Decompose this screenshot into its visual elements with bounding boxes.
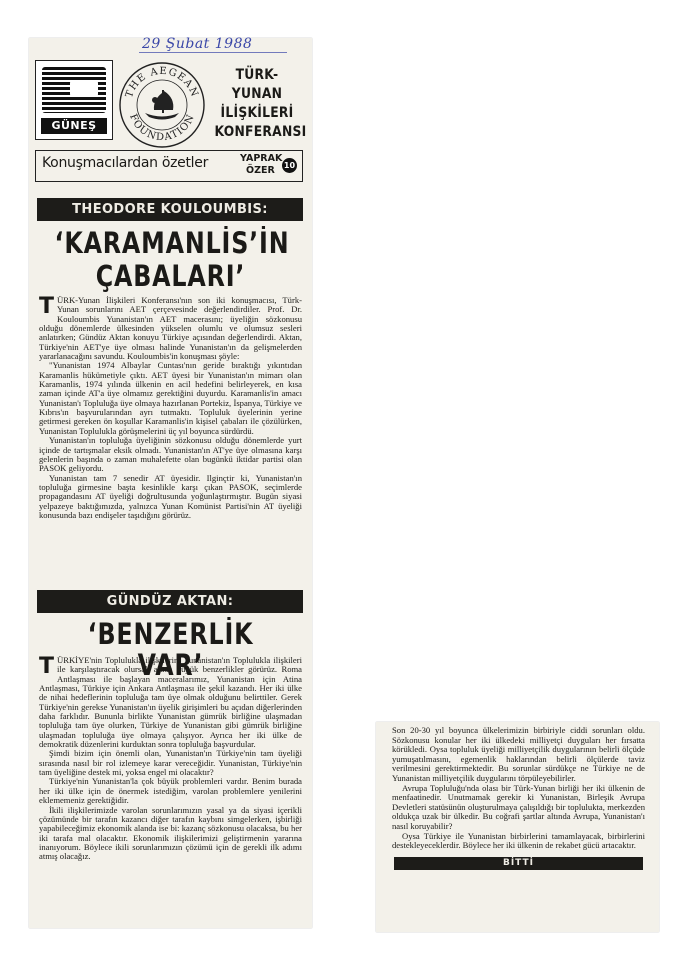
conference-title-line3: KONFERANSI (214, 124, 307, 140)
headline-benzerlik: ‘BENZERLİK VAR’ (87, 617, 254, 682)
speaker-banner-aktan: GÜNDÜZ AKTAN: (37, 590, 303, 613)
conference-title-line1: TÜRK-YUNAN (231, 67, 283, 102)
paragraph: Oysa Türkiye ile Yunanistan birbirlerini tamamlayacak, birbirlerini destekleyeceklerdir. Böylece her iki ülkenin de rekabet gücü artacaktır. (392, 830, 645, 851)
aegean-foundation-seal (117, 60, 207, 150)
headline-karamanlis-line1: ‘KARAMANLİS’İN (54, 226, 290, 260)
paragraph: Son 20-30 yıl boyunca ülkelerimizin birbiriyle ciddi sorunları oldu. Sözkonusu konular her iki ülkedeki milliyetçi duyguları her fırsatta körükledi. Oysa topluluk üyeliği milliyetçilik duygularının belirli ölçüde yumuşatılmasını, egemenlik haklarından belirli ölçülerde taviz verilmesini gerektirmektedir. Bu sorunlar sürdükçe ne Türkiye ne de Yunanistan milliyetçilik duygularını törpüleyebilirler. (392, 725, 645, 783)
speaker-banner-kouloumbis: THEODORE KOULOUMBIS: (37, 198, 303, 221)
conference-title-line2: İLİŞKİLERİ (220, 105, 294, 121)
paragraph (39, 296, 302, 361)
author-first-name: YAPRAK (240, 153, 283, 164)
handwritten-date: 29 Şubat 1988 (142, 36, 253, 52)
series-label: Konuşmacılardan özetler (42, 155, 209, 171)
end-marker: BİTTİ (394, 857, 643, 870)
paragraph: Avrupa Topluluğu'nda olası bir Türk-Yunan birliği her iki ülkenin de menfaatinedir. Unutmamak gerekir ki Yunanistan, Birleşik Avrupa Devletleri statüsünün oluşturulmaya çalışıldığı bir toplulukta, merkezden oldukça uzak bir ülkedir. Bu coğrafi şartlar altında Avrupa, Yunanistan'ı nasıl koruyabilir? (392, 782, 645, 831)
author-byline (240, 153, 282, 177)
continuation-body (392, 726, 645, 851)
paragraph-text: ÜRK-Yunan İlişkileri Konferansı'nın son iki konuşmacısı, Türk- Yunan sorunlarını AET çerçevesinde değerlendirdiler. Prof. Dr. Kouloumbis Yunanistan'ın AET macerasını; üyeliğin sözkonusu olduğu dönemlerde ülkesinden yükselen olumlu ve olumsuz sesleri anlatırken; Gündüz Aktan konuyu Türkiye açısından değerlendirdi. Aktan, Türkiye'nin AET'ye üye olması halinde Yunanistan'ın da gelişmelerden yararlanacağını savundu. Kouloumbis'in konuşması şöyle: (39, 295, 302, 362)
paragraph: Şimdi bizim için önemli olan, Yunanistan'ın Türkiye'nin tam üyeliği sırasında nasıl bir rol izlemeye karar vereceğidir. Yunanistan, Türkiye'nin tam üyeliğine destek mi, yoksa engel mi olacaktır? (39, 748, 302, 778)
headline-karamanlis-line2: ÇABALARI’ (95, 259, 246, 293)
newspaper-clipping-continuation (376, 722, 659, 932)
seal-text-top: THE AEGEAN (123, 65, 201, 100)
seal-graphic (117, 60, 207, 150)
series-number-badge: 10 (282, 158, 297, 173)
seal-text-bottom: FOUNDATION (127, 112, 198, 144)
article-body-aktan (39, 656, 302, 862)
conference-title (214, 66, 307, 142)
paragraph (39, 656, 302, 749)
logo-cutout (70, 81, 98, 96)
newspaper-name: GÜNEŞ (41, 118, 107, 134)
date-underline (139, 52, 287, 53)
drop-cap: T (39, 294, 55, 319)
paragraph: İkili ilişkilerimizde varolan sorunlarımızın yasal ya da siyasi içerikli çözümünde bir tarafın kazancı diğer tarafın kaybını simgelerken, işbirliği yapabileceğimiz ekonomik alanda ise bi: kazanç sözkonusu olacaksa, bu her iki tarafa mal olacaktır. Ekonomik ilişkilerimizi geliştirmenin yararına inanıyorum. Böylece ikili sorunlarımızın çözümü için de gerekli ilk adımı atmış olacağız. (39, 804, 302, 862)
newspaper-clipping-main (29, 38, 312, 928)
paragraph: "Yunanistan 1974 Albaylar Cuntası'nın geride bıraktığı yıkıntıdan Karamanlis hükümetiyle çıktı. AET üyesi bir Yunanistan'ın mimarı olan Karamanlis, 1974 yılında ülkenin en acil hedefini belirleyerek, en kısa zaman içinde AT'a üye olmamız gerektiğini duyurdu. Karamanlis'in amacı Yunanistan'ı Topluluğa üye olmaya hazırlanan Portekiz, İspanya, Türkiye ve Kıbrıs'ın başvurularından ayrı tutmaktı. Topluluk üyelerinin yerine getirmesi gereken ön koşullar Karamanlis'in kişisel çabaları ile çözülürken, Yunanistan Toplulukla görüşmelerini üç yıl boyunca sürdürdü. (39, 360, 302, 436)
article-body-kouloumbis (39, 296, 302, 520)
paragraph-text: ÜRKİYE'nin Toplulukla ilişkilerini Yunanistan'ın Toplulukla ilişkileri ile karşılaştıracak olursak arada büyük benzerlikler görürüz. Roma Antlaşması ile başlayan maceralarımız, Yunanistan için Atina Antlaşması, Türkiye için Ankara Antlaşması ile şekil kazandı. Her iki ülke de nihai hedeflerinin topluluğa tam üye olmak olduğunu belirttiler. Gerek Türkiye'nin gerekse Yunanistan'ın üyelik girişimleri bu açıdan diğerlerinden daha farklıdır. Bununla birlikte Yunanistan gümrük birliğine ulaşmadan topluluğa tam üye olurken, Türkiye de Yunanistan gibi gümrük birliğine ulaşmadan topluluğa üye olmaya çalışıyor. Ayrıca her iki ülke de demokratik düzenlerini kurduktan sonra topluluğa başvurdular. (39, 655, 302, 750)
author-last-name: ÖZER (246, 165, 275, 176)
series-banner (35, 150, 303, 182)
paragraph: Yunanistan'ın topluluğa üyeliğinin sözkonusu olduğu dönemlerde yurt içinde de tartışmalar eksik olmadı. Yunanistan'ın AT'ye üye olmasına karşı gelenlerin başında o zaman muhalefette olan bugünkü iktidar partisi olan PASOK geliyordu. (39, 435, 302, 474)
paragraph: Yunanistan tam 7 senedir AT üyesidir. Ilginçtir ki, Yunanistan'ın topluluğa girmesine başta kesinlikle karşı çıkan PASOK, seçimlerde propagandasını AT üyeliği doğrultusunda yoğunlaştırmıştır. Bugün siyasi yelpazeye baktığımızda, yalnızca Yunan Komünist Partisi'nin AT üyeliği konusunda bazı endişeler taşıdığını görürüz. (39, 472, 302, 520)
paragraph: Türkiye'nin Yunanistan'la çok büyük problemleri vardır. Benim burada her iki ülke için de önermek istediğim, varolan problemlere yenilerini eklememeniz gerektiğidir. (39, 776, 302, 806)
drop-cap: T (39, 654, 55, 679)
gunes-logo (35, 60, 113, 140)
ship-emblem (145, 90, 179, 120)
